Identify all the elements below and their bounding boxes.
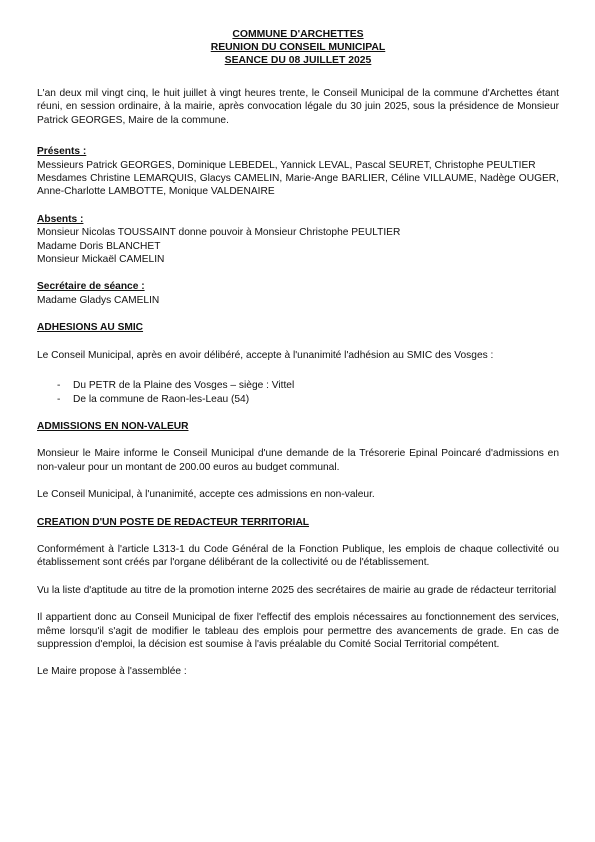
document-header <box>37 28 559 67</box>
absents-title: Absents : <box>37 213 84 225</box>
secretaire-block <box>37 280 559 307</box>
redacteur-p1: Conformément à l'article L313-1 du Code Général de la Fonction Publique, les emplois de chaque collectivité ou établissement sont créés par l'organe délibérant de la collectivité ou de l'établissement. <box>37 543 559 569</box>
intro-paragraph: L'an deux mil vingt cinq, le huit juillet à vingt heures trente, le Conseil Municipal de la commune d'Archettes étant réuni, en session ordinaire, à la mairie, après convocation légale du 30 juin 2025, sous la présidence de Monsieur Patrick GEORGES, Maire de la commune. <box>37 88 559 126</box>
smic-text: Le Conseil Municipal, après en avoir délibéré, accepte à l'unanimité l'adhésion au SMIC des Vosges : <box>37 349 494 361</box>
list-item: - Du PETR de la Plaine des Vosges – siège : Vittel <box>57 380 295 392</box>
smic-title: ADHESIONS AU SMIC <box>37 322 144 334</box>
presents-title: Présents : <box>37 146 87 158</box>
nonvaleur-p1: Monsieur le Maire informe le Conseil Municipal d'une demande de la Trésorerie Epinal Poincaré d'admissions en non-valeur pour un montant de 200.00 euros au budget communal. <box>37 448 559 473</box>
absents-block <box>37 213 559 267</box>
meeting-title: REUNION DU CONSEIL MUNICIPAL <box>210 42 386 53</box>
redacteur-p4: Le Maire propose à l'assemblée : <box>37 666 187 678</box>
absent-line: Monsieur Nicolas TOUSSAINT donne pouvoir à Monsieur Christophe PEULTIER <box>37 227 401 239</box>
absent-line: Madame Doris BLANCHET <box>37 240 161 252</box>
document-page <box>37 28 559 679</box>
nonvaleur-p2: Le Conseil Municipal, à l'unanimité, accepte ces admissions en non-valeur. <box>37 489 375 501</box>
presents-block <box>37 145 559 199</box>
redacteur-p3: Il appartient donc au Conseil Municipal de fixer l'effectif des emplois nécessaires au fonctionnement des services, même lorsqu'il s'agit de modifier le tableau des emplois pour permettre des avancements de grade. En cas de suppression d'emploi, la décision est soumise à l'avis préalable du Comité Social Territorial compétent. <box>37 612 559 650</box>
absent-line: Monsieur Mickaël CAMELIN <box>37 254 165 266</box>
list-item: - De la commune de Raon-les-Leau (54) <box>57 393 250 405</box>
secretaire-title: Secrétaire de séance : <box>37 281 145 293</box>
redacteur-title: CREATION D'UN POSTE DE REDACTEUR TERRITORIAL <box>37 516 310 528</box>
smic-list <box>37 379 559 406</box>
commune-title: COMMUNE D'ARCHETTES <box>232 29 364 40</box>
nonvaleur-title: ADMISSIONS EN NON-VALEUR <box>37 420 189 432</box>
session-date: SEANCE DU 08 JUILLET 2025 <box>224 55 372 66</box>
redacteur-p2: Vu la liste d'aptitude au titre de la promotion interne 2025 des secrétaires de mairie au grade de rédacteur territorial <box>37 584 557 596</box>
presents-messieurs: Messieurs Patrick GEORGES, Dominique LEBEDEL, Yannick LEVAL, Pascal SEURET, Christophe PEULTIER <box>37 159 536 171</box>
secretaire-name: Madame Gladys CAMELIN <box>37 294 160 306</box>
presents-mesdames: Mesdames Christine LEMARQUIS, Glacys CAMELIN, Marie-Ange BARLIER, Céline VILLAUME, Nadège OUGER, Anne-Charlotte LAMBOTTE, Monique VALDENAIRE <box>37 173 559 198</box>
